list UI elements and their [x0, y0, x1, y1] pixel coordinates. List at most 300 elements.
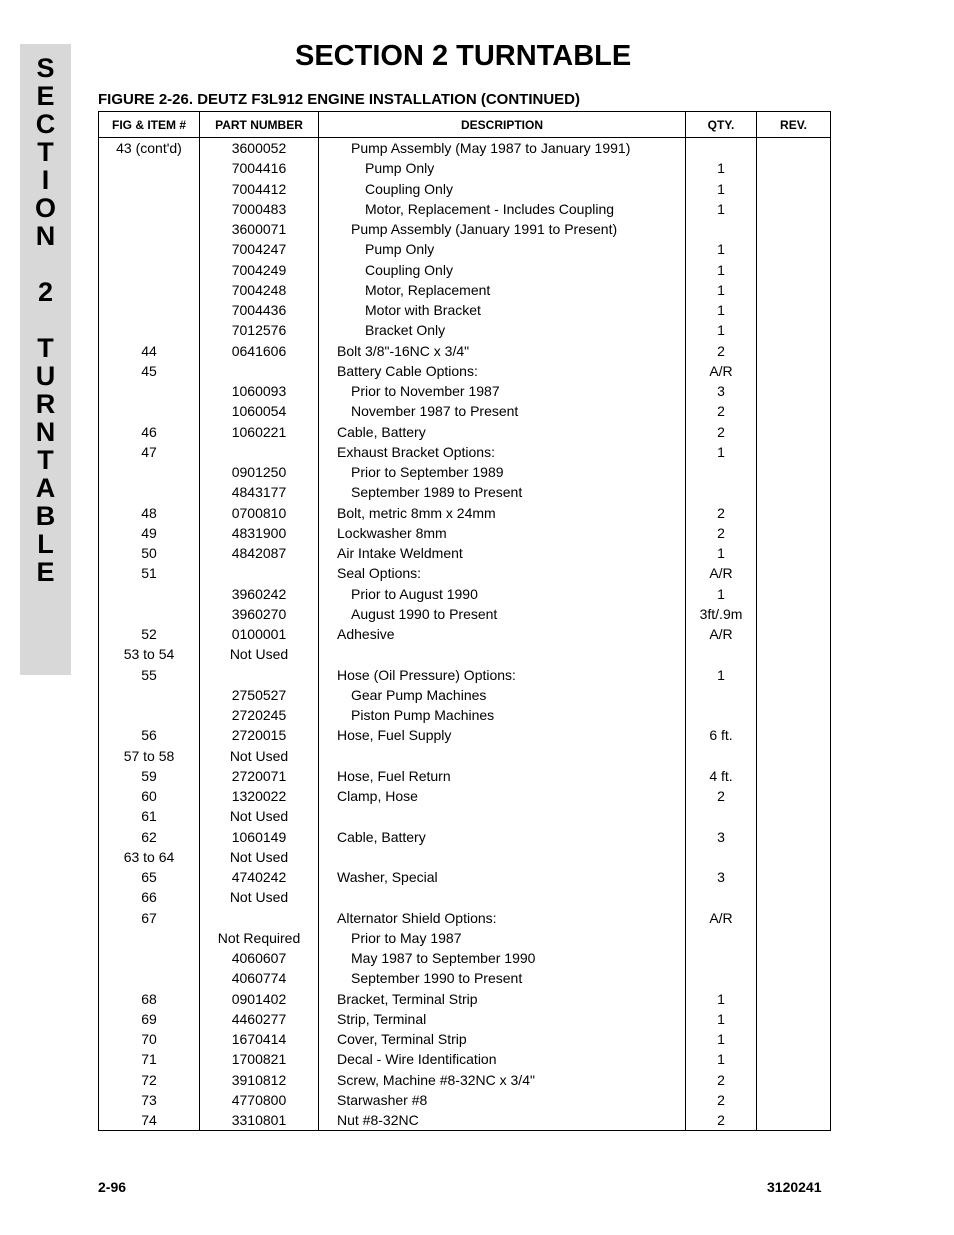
fig-item-cell: 50 [99, 543, 200, 563]
description-cell: Screw, Machine #8-32NC x 3/4" [319, 1070, 686, 1090]
part-number-cell: 3910812 [200, 1070, 319, 1090]
rev-cell [757, 563, 831, 583]
fig-item-cell [99, 158, 200, 178]
fig-item-cell [99, 584, 200, 604]
table-row [99, 1110, 831, 1131]
rev-cell [757, 1029, 831, 1049]
description-cell: Pump Only [319, 239, 686, 259]
description-cell: Cover, Terminal Strip [319, 1029, 686, 1049]
fig-item-cell [99, 300, 200, 320]
rev-cell [757, 705, 831, 725]
part-number-cell: 4740242 [200, 867, 319, 887]
fig-item-cell [99, 239, 200, 259]
qty-cell [686, 138, 757, 159]
description-cell: Prior to August 1990 [319, 584, 686, 604]
table-row [99, 1029, 831, 1049]
rev-cell [757, 1049, 831, 1069]
rev-cell [757, 543, 831, 563]
description-cell: Nut #8-32NC [319, 1110, 686, 1131]
part-number-cell: 2720015 [200, 725, 319, 745]
page-number: 2-96 [98, 1179, 127, 1195]
fig-item-cell: 71 [99, 1049, 200, 1069]
qty-cell: 3ft/.9m [686, 604, 757, 624]
rev-cell [757, 179, 831, 199]
description-cell: Coupling Only [319, 260, 686, 280]
side-tab-letter: T [37, 137, 54, 167]
fig-item-cell: 47 [99, 442, 200, 462]
fig-item-cell [99, 968, 200, 988]
description-cell: Washer, Special [319, 867, 686, 887]
qty-cell: 6 ft. [686, 725, 757, 745]
rev-cell [757, 1070, 831, 1090]
table-row [99, 604, 831, 624]
section-title: SECTION 2 TURNTABLE [295, 40, 632, 72]
description-cell [319, 847, 686, 867]
qty-cell: 2 [686, 1090, 757, 1110]
side-tab-letter: O [34, 193, 56, 223]
side-tab-letter: E [36, 557, 55, 587]
side-tab-letter: B [35, 501, 56, 531]
fig-item-cell: 44 [99, 341, 200, 361]
table-row [99, 928, 831, 948]
table-row [99, 179, 831, 199]
part-number-cell: 7004248 [200, 280, 319, 300]
table-row [99, 462, 831, 482]
column-header-rev: REV. [757, 112, 831, 138]
description-cell: Prior to September 1989 [319, 462, 686, 482]
part-number-cell: 4460277 [200, 1009, 319, 1029]
qty-cell: 2 [686, 523, 757, 543]
rev-cell [757, 908, 831, 928]
side-tab-letter: N [35, 417, 56, 447]
rev-cell [757, 462, 831, 482]
description-cell: Piston Pump Machines [319, 705, 686, 725]
rev-cell [757, 422, 831, 442]
qty-cell [686, 928, 757, 948]
rev-cell [757, 219, 831, 239]
side-tab-letter: N [35, 221, 56, 251]
qty-cell [686, 219, 757, 239]
table-row [99, 361, 831, 381]
fig-item-cell [99, 381, 200, 401]
table-row [99, 806, 831, 826]
rev-cell [757, 341, 831, 361]
description-cell: Hose, Fuel Supply [319, 725, 686, 745]
rev-cell [757, 948, 831, 968]
table-row [99, 968, 831, 988]
rev-cell [757, 766, 831, 786]
rev-cell [757, 847, 831, 867]
part-number-cell [200, 908, 319, 928]
part-number-cell: 3960242 [200, 584, 319, 604]
qty-cell [686, 462, 757, 482]
part-number-cell: 0100001 [200, 624, 319, 644]
description-cell: Hose, Fuel Return [319, 766, 686, 786]
rev-cell [757, 746, 831, 766]
description-cell: Bolt, metric 8mm x 24mm [319, 503, 686, 523]
figure-title: FIGURE 2-26. DEUTZ F3L912 ENGINE INSTALLATION (CONTINUED) [98, 91, 580, 108]
fig-item-cell [99, 948, 200, 968]
qty-cell: A/R [686, 624, 757, 644]
fig-item-cell [99, 260, 200, 280]
qty-cell: 2 [686, 422, 757, 442]
part-number-cell: Not Used [200, 887, 319, 907]
part-number-cell: 7000483 [200, 199, 319, 219]
fig-item-cell [99, 179, 200, 199]
table-row [99, 563, 831, 583]
part-number-cell: 1060149 [200, 827, 319, 847]
side-tab-letter: I [41, 165, 50, 195]
description-cell: Pump Assembly (January 1991 to Present) [319, 219, 686, 239]
fig-item-cell [99, 219, 200, 239]
table-row [99, 280, 831, 300]
rev-cell [757, 158, 831, 178]
table-row [99, 665, 831, 685]
table-row [99, 827, 831, 847]
fig-item-cell [99, 199, 200, 219]
description-cell: Coupling Only [319, 179, 686, 199]
table-row [99, 158, 831, 178]
fig-item-cell: 48 [99, 503, 200, 523]
side-tab-letter: U [35, 361, 56, 391]
table-row [99, 381, 831, 401]
rev-cell [757, 989, 831, 1009]
document-number: 3120241 [767, 1179, 822, 1195]
fig-item-cell: 62 [99, 827, 200, 847]
part-number-cell: 7004249 [200, 260, 319, 280]
description-cell [319, 644, 686, 664]
table-row [99, 543, 831, 563]
description-cell: August 1990 to Present [319, 604, 686, 624]
fig-item-cell: 43 (cont'd) [99, 138, 200, 159]
part-number-cell: 1320022 [200, 786, 319, 806]
part-number-cell: 1060054 [200, 401, 319, 421]
fig-item-cell: 66 [99, 887, 200, 907]
side-tab-letter: T [37, 333, 54, 363]
fig-item-cell: 56 [99, 725, 200, 745]
fig-item-cell [99, 462, 200, 482]
table-row [99, 624, 831, 644]
description-cell: Pump Assembly (May 1987 to January 1991) [319, 138, 686, 159]
table-row [99, 1049, 831, 1069]
description-cell: Cable, Battery [319, 422, 686, 442]
rev-cell [757, 482, 831, 502]
rev-cell [757, 280, 831, 300]
fig-item-cell: 65 [99, 867, 200, 887]
fig-item-cell: 49 [99, 523, 200, 543]
rev-cell [757, 523, 831, 543]
table-row [99, 948, 831, 968]
fig-item-cell: 60 [99, 786, 200, 806]
qty-cell: 2 [686, 503, 757, 523]
table-row [99, 847, 831, 867]
rev-cell [757, 968, 831, 988]
table-row [99, 1009, 831, 1029]
part-number-cell: 3600052 [200, 138, 319, 159]
qty-cell: A/R [686, 361, 757, 381]
description-cell [319, 746, 686, 766]
description-cell: Starwasher #8 [319, 1090, 686, 1110]
table-row [99, 320, 831, 340]
rev-cell [757, 806, 831, 826]
description-cell: Battery Cable Options: [319, 361, 686, 381]
rev-cell [757, 361, 831, 381]
table-row [99, 300, 831, 320]
fig-item-cell [99, 928, 200, 948]
part-number-cell: 7004247 [200, 239, 319, 259]
description-cell: Lockwasher 8mm [319, 523, 686, 543]
part-number-cell: 0641606 [200, 341, 319, 361]
fig-item-cell: 69 [99, 1009, 200, 1029]
table-row [99, 584, 831, 604]
part-number-cell: 4060774 [200, 968, 319, 988]
side-tab-letter: S [36, 53, 55, 83]
description-cell: Air Intake Weldment [319, 543, 686, 563]
part-number-cell: 0901250 [200, 462, 319, 482]
qty-cell: 1 [686, 199, 757, 219]
table-row [99, 239, 831, 259]
fig-item-cell: 52 [99, 624, 200, 644]
qty-cell: 4 ft. [686, 766, 757, 786]
qty-cell: 3 [686, 827, 757, 847]
description-cell: Hose (Oil Pressure) Options: [319, 665, 686, 685]
qty-cell [686, 644, 757, 664]
fig-item-cell: 73 [99, 1090, 200, 1110]
rev-cell [757, 665, 831, 685]
fig-item-cell: 70 [99, 1029, 200, 1049]
rev-cell [757, 887, 831, 907]
side-tab-letter: R [35, 389, 56, 419]
rev-cell [757, 584, 831, 604]
rev-cell [757, 1009, 831, 1029]
description-cell: Bracket, Terminal Strip [319, 989, 686, 1009]
qty-cell [686, 806, 757, 826]
qty-cell: 1 [686, 1029, 757, 1049]
part-number-cell: 1060093 [200, 381, 319, 401]
qty-cell: 1 [686, 543, 757, 563]
qty-cell: 1 [686, 260, 757, 280]
part-number-cell: 0901402 [200, 989, 319, 1009]
fig-item-cell: 72 [99, 1070, 200, 1090]
rev-cell [757, 685, 831, 705]
rev-cell [757, 138, 831, 159]
side-tab-letter: 2 [37, 277, 54, 307]
rev-cell [757, 199, 831, 219]
fig-item-cell: 68 [99, 989, 200, 1009]
part-number-cell: 3600071 [200, 219, 319, 239]
qty-cell: A/R [686, 908, 757, 928]
qty-cell: 1 [686, 320, 757, 340]
side-tab-letter: A [35, 473, 56, 503]
rev-cell [757, 239, 831, 259]
qty-cell: 1 [686, 584, 757, 604]
qty-cell: 1 [686, 280, 757, 300]
part-number-cell: 1060221 [200, 422, 319, 442]
column-header-part-number: PART NUMBER [200, 112, 319, 138]
qty-cell [686, 847, 757, 867]
table-row [99, 523, 831, 543]
fig-item-cell [99, 401, 200, 421]
qty-cell [686, 968, 757, 988]
description-cell: Alternator Shield Options: [319, 908, 686, 928]
part-number-cell: 3310801 [200, 1110, 319, 1131]
fig-item-cell: 55 [99, 665, 200, 685]
qty-cell: 1 [686, 989, 757, 1009]
description-cell: Exhaust Bracket Options: [319, 442, 686, 462]
part-number-cell: Not Used [200, 746, 319, 766]
description-cell: September 1990 to Present [319, 968, 686, 988]
table-row [99, 199, 831, 219]
rev-cell [757, 725, 831, 745]
description-cell: Clamp, Hose [319, 786, 686, 806]
description-cell: Prior to November 1987 [319, 381, 686, 401]
fig-item-cell: 61 [99, 806, 200, 826]
part-number-cell: 0700810 [200, 503, 319, 523]
part-number-cell [200, 361, 319, 381]
table-header-row [99, 112, 831, 138]
qty-cell: 3 [686, 867, 757, 887]
description-cell [319, 806, 686, 826]
rev-cell [757, 1090, 831, 1110]
fig-item-cell: 57 to 58 [99, 746, 200, 766]
description-cell: Bolt 3/8"-16NC x 3/4" [319, 341, 686, 361]
description-cell: September 1989 to Present [319, 482, 686, 502]
fig-item-cell [99, 482, 200, 502]
description-cell: Strip, Terminal [319, 1009, 686, 1029]
fig-item-cell: 67 [99, 908, 200, 928]
rev-cell [757, 503, 831, 523]
rev-cell [757, 442, 831, 462]
table-row [99, 260, 831, 280]
side-tab-letter: E [36, 81, 55, 111]
table-row [99, 219, 831, 239]
table-row [99, 1090, 831, 1110]
description-cell [319, 887, 686, 907]
description-cell: May 1987 to September 1990 [319, 948, 686, 968]
rev-cell [757, 604, 831, 624]
part-number-cell: 1700821 [200, 1049, 319, 1069]
qty-cell: 1 [686, 1009, 757, 1029]
rev-cell [757, 1110, 831, 1131]
table-row [99, 401, 831, 421]
rev-cell [757, 867, 831, 887]
part-number-cell: 7004412 [200, 179, 319, 199]
part-number-cell: 2720245 [200, 705, 319, 725]
part-number-cell: 7012576 [200, 320, 319, 340]
table-row [99, 786, 831, 806]
table-row [99, 1070, 831, 1090]
section-side-tab [20, 44, 71, 675]
column-header-description: DESCRIPTION [319, 112, 686, 138]
description-cell: Adhesive [319, 624, 686, 644]
qty-cell: 2 [686, 341, 757, 361]
description-cell: Prior to May 1987 [319, 928, 686, 948]
description-cell: Motor, Replacement [319, 280, 686, 300]
rev-cell [757, 320, 831, 340]
qty-cell [686, 746, 757, 766]
table-row [99, 644, 831, 664]
qty-cell: 2 [686, 786, 757, 806]
fig-item-cell [99, 280, 200, 300]
part-number-cell: 4060607 [200, 948, 319, 968]
fig-item-cell: 53 to 54 [99, 644, 200, 664]
table-row [99, 908, 831, 928]
rev-cell [757, 644, 831, 664]
part-number-cell: 4843177 [200, 482, 319, 502]
rev-cell [757, 381, 831, 401]
part-number-cell: 2750527 [200, 685, 319, 705]
rev-cell [757, 827, 831, 847]
table-row [99, 482, 831, 502]
table-row [99, 746, 831, 766]
parts-table [98, 111, 831, 1131]
side-tab-letter: T [37, 445, 54, 475]
qty-cell [686, 685, 757, 705]
table-row [99, 725, 831, 745]
description-cell: Seal Options: [319, 563, 686, 583]
fig-item-cell [99, 705, 200, 725]
qty-cell: 1 [686, 179, 757, 199]
rev-cell [757, 786, 831, 806]
part-number-cell [200, 442, 319, 462]
description-cell: Gear Pump Machines [319, 685, 686, 705]
qty-cell [686, 705, 757, 725]
description-cell: Decal - Wire Identification [319, 1049, 686, 1069]
fig-item-cell: 46 [99, 422, 200, 442]
fig-item-cell: 74 [99, 1110, 200, 1131]
qty-cell: 1 [686, 665, 757, 685]
qty-cell: 2 [686, 1110, 757, 1131]
qty-cell: 1 [686, 158, 757, 178]
part-number-cell: 7004416 [200, 158, 319, 178]
part-number-cell: 4831900 [200, 523, 319, 543]
side-tab-letter: C [35, 109, 56, 139]
part-number-cell [200, 563, 319, 583]
qty-cell [686, 482, 757, 502]
description-cell: Cable, Battery [319, 827, 686, 847]
qty-cell [686, 887, 757, 907]
qty-cell: 1 [686, 1049, 757, 1069]
table-row [99, 138, 831, 159]
description-cell: Pump Only [319, 158, 686, 178]
column-header-qty: QTY. [686, 112, 757, 138]
part-number-cell: Not Required [200, 928, 319, 948]
fig-item-cell [99, 320, 200, 340]
rev-cell [757, 300, 831, 320]
qty-cell: 3 [686, 381, 757, 401]
qty-cell [686, 948, 757, 968]
rev-cell [757, 401, 831, 421]
qty-cell: 1 [686, 300, 757, 320]
qty-cell: 1 [686, 442, 757, 462]
fig-item-cell [99, 604, 200, 624]
description-cell: Bracket Only [319, 320, 686, 340]
rev-cell [757, 260, 831, 280]
part-number-cell: 3960270 [200, 604, 319, 624]
part-number-cell: 2720071 [200, 766, 319, 786]
description-cell: November 1987 to Present [319, 401, 686, 421]
table-row [99, 766, 831, 786]
table-row [99, 503, 831, 523]
column-header-fig-item: FIG & ITEM # [99, 112, 200, 138]
description-cell: Motor, Replacement - Includes Coupling [319, 199, 686, 219]
fig-item-cell: 51 [99, 563, 200, 583]
table-row [99, 442, 831, 462]
part-number-cell: Not Used [200, 847, 319, 867]
table-row [99, 989, 831, 1009]
fig-item-cell: 63 to 64 [99, 847, 200, 867]
part-number-cell: Not Used [200, 806, 319, 826]
